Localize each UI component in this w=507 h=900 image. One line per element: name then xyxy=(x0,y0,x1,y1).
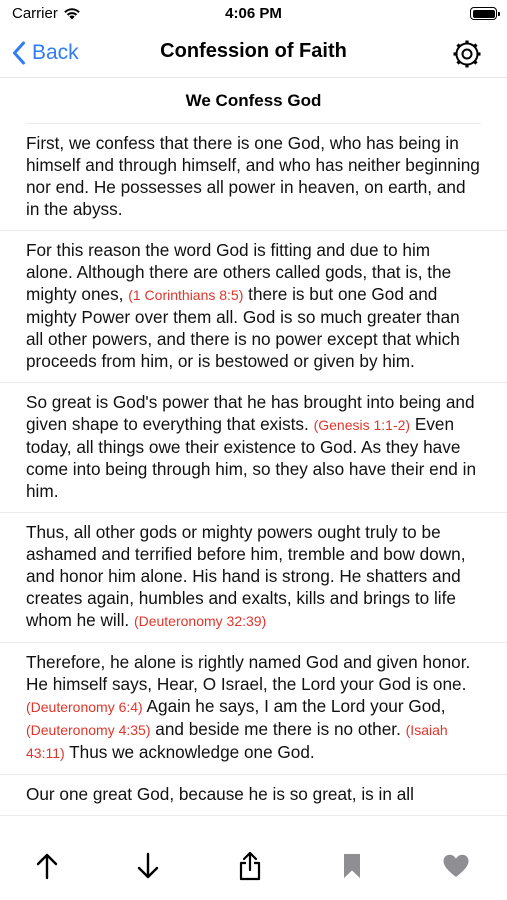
scripture-reference-link[interactable]: (Genesis 1:1-2) xyxy=(313,417,411,433)
arrow-up-icon xyxy=(35,852,59,880)
content-scroll-area[interactable] xyxy=(0,78,507,830)
gear-icon xyxy=(451,38,483,70)
back-label: Back xyxy=(32,41,79,64)
paragraph-text: there is but one God and mighty Power over them all. God is so much greater than all other powers, and there is no power except that which proceeds from him, or is bestowed or given by him. xyxy=(26,284,460,371)
paragraph-text: So great is God's power that he has brought into being and given shape to everything that exists. xyxy=(26,392,475,434)
battery-icon xyxy=(470,7,497,20)
scripture-reference-link[interactable]: (Isaiah 43:11) xyxy=(26,722,448,761)
paragraph xyxy=(0,513,507,643)
paragraph-text: For this reason the word God is fitting and due to him alone. Although there are others called gods, that is, the mighty ones, xyxy=(26,240,452,304)
paragraph-text: Therefore, he alone is rightly named God and given honor. He himself says, Hear, O Israel, the Lord your God is one. xyxy=(26,652,471,694)
paragraph xyxy=(0,231,507,383)
favorite-button[interactable] xyxy=(436,846,476,886)
scripture-reference-link[interactable]: (1 Corinthians 8:5) xyxy=(128,287,244,303)
bookmark-icon xyxy=(342,852,362,880)
heart-icon xyxy=(442,853,470,879)
paragraph xyxy=(0,775,507,816)
arrow-down-icon xyxy=(136,852,160,880)
paragraph-list xyxy=(0,124,507,816)
status-bar xyxy=(0,0,507,30)
navigation-bar xyxy=(0,30,507,78)
paragraph xyxy=(0,643,507,775)
previous-button[interactable] xyxy=(27,846,67,886)
section-title: We Confess God xyxy=(26,78,481,124)
settings-button[interactable] xyxy=(451,38,483,70)
bookmark-button[interactable] xyxy=(332,846,372,886)
next-button[interactable] xyxy=(128,846,168,886)
paragraph-text: Thus we acknowledge one God. xyxy=(64,742,315,762)
paragraph-text: Our one great God, because he is so great, is in all xyxy=(26,784,414,804)
paragraph-text: Thus, all other gods or mighty powers ought truly to be ashamed and terrified before him, tremble and bow down, and honor him alone. His hand is strong. He shatters and creates again, humbles and exalts, kills and brings to life whom he will. xyxy=(26,522,466,630)
share-icon xyxy=(237,851,263,881)
paragraph-text: Even today, all things owe their existence to God. As they have come into being through him, so they also have their end in him. xyxy=(26,414,477,501)
scripture-reference-link[interactable]: (Deuteronomy 32:39) xyxy=(133,613,267,629)
paragraph-text: and beside me there is no other. xyxy=(150,719,406,739)
paragraph-text: First, we confess that there is one God, who has being in himself and through himself, and who has neither beginning nor end. He possesses all power in heaven, on earth, and in the abyss. xyxy=(26,133,480,219)
share-button[interactable] xyxy=(230,846,270,886)
status-time: 4:06 PM xyxy=(225,5,282,22)
bottom-toolbar xyxy=(0,830,507,900)
scripture-reference-link[interactable]: (Deuteronomy 4:35) xyxy=(26,722,151,738)
page-title: Confession of Faith xyxy=(160,40,347,62)
carrier-label: Carrier xyxy=(12,5,58,22)
chevron-left-icon xyxy=(12,41,26,65)
paragraph-text: Again he says, I am the Lord your God, xyxy=(142,696,446,716)
scripture-reference-link[interactable]: (Deuteronomy 6:4) xyxy=(26,699,143,715)
paragraph xyxy=(0,383,507,513)
paragraph xyxy=(0,124,507,231)
back-button[interactable] xyxy=(12,38,79,68)
